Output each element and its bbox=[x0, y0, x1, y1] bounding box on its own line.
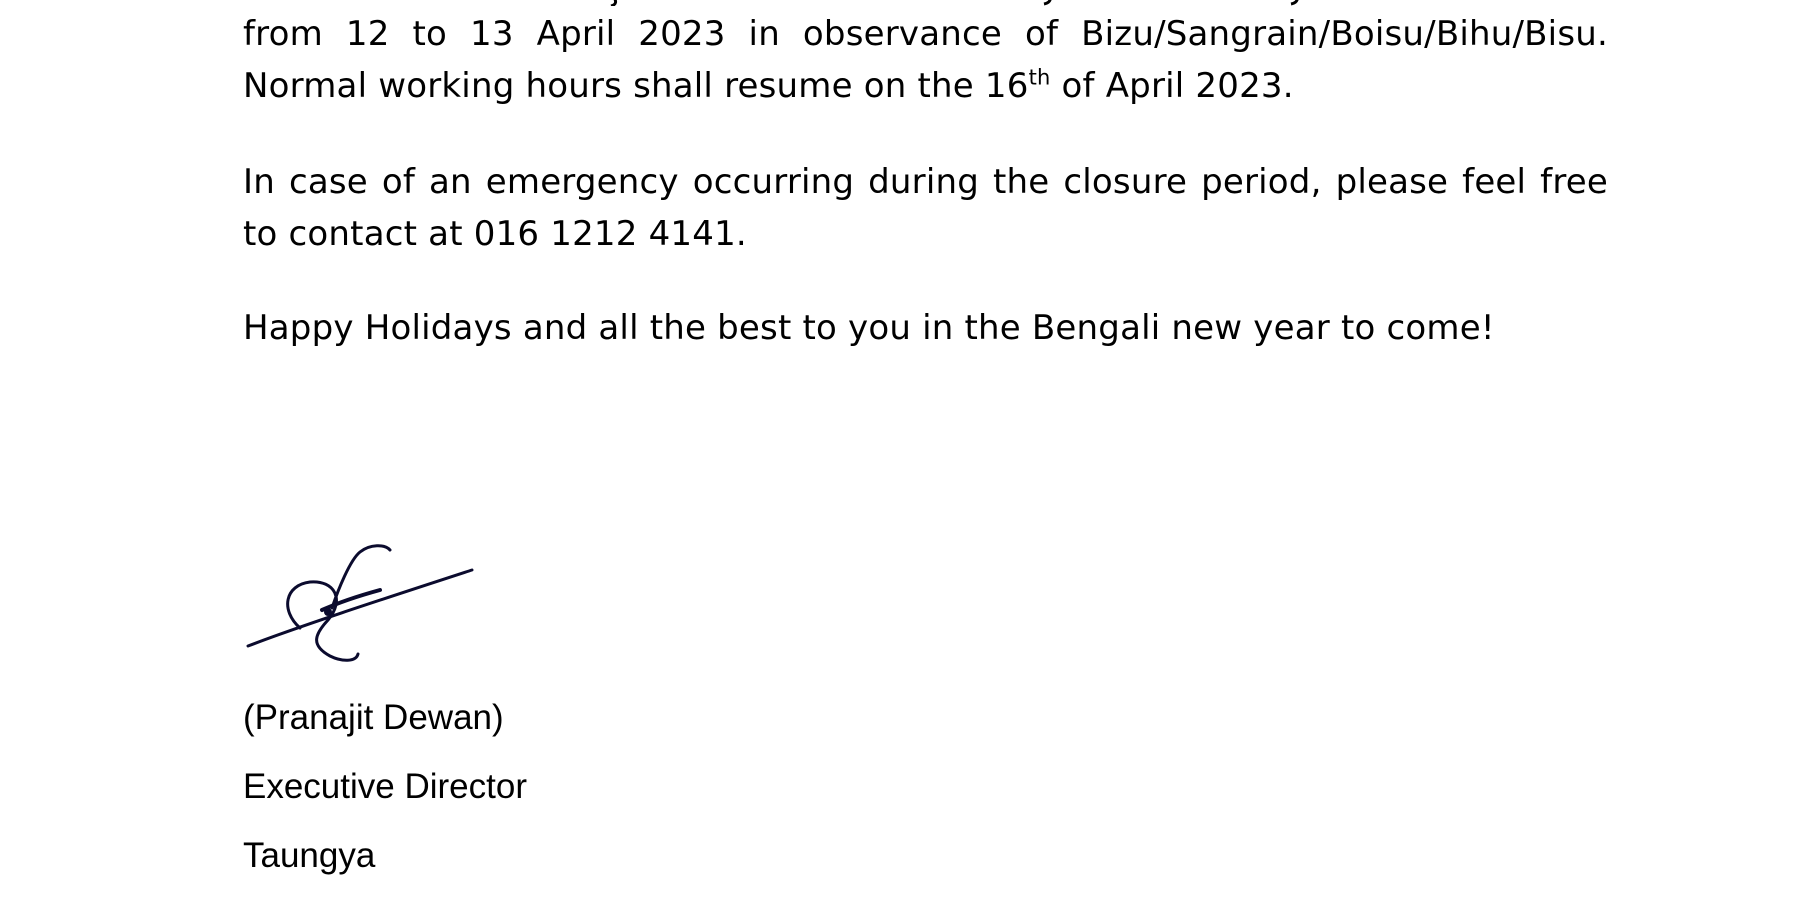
closure-dates-paragraph bbox=[243, 8, 1608, 112]
signatory-organization: Taungya bbox=[243, 836, 376, 875]
resume-date-line bbox=[243, 60, 1608, 112]
emergency-contact-line-1: In case of an emergency occurring during the closure period, please feel free bbox=[243, 162, 1608, 202]
holiday-greeting: Happy Holidays and all the best to you in the Bengali new year to come! bbox=[243, 308, 1495, 348]
clipped-previous-line bbox=[243, 0, 1608, 6]
signatory-title: Executive Director bbox=[243, 767, 527, 806]
emergency-contact-line-2: to contact at 016 1212 4141. bbox=[243, 214, 747, 254]
resume-date-prefix: Normal working hours shall resume on the 16 bbox=[243, 66, 1029, 106]
closure-dates-line: from 12 to 13 April 2023 in observance of Bizu/Sangrain/Boisu/Bihu/Bisu. bbox=[243, 14, 1608, 54]
emergency-contact-paragraph bbox=[243, 156, 1608, 260]
clipped-text-descenders bbox=[243, 0, 1608, 6]
handwritten-signature bbox=[240, 530, 480, 670]
signatory-name: (Pranajit Dewan) bbox=[243, 698, 504, 737]
ordinal-suffix: th bbox=[1028, 65, 1051, 90]
resume-date-suffix: of April 2023. bbox=[1050, 66, 1294, 106]
